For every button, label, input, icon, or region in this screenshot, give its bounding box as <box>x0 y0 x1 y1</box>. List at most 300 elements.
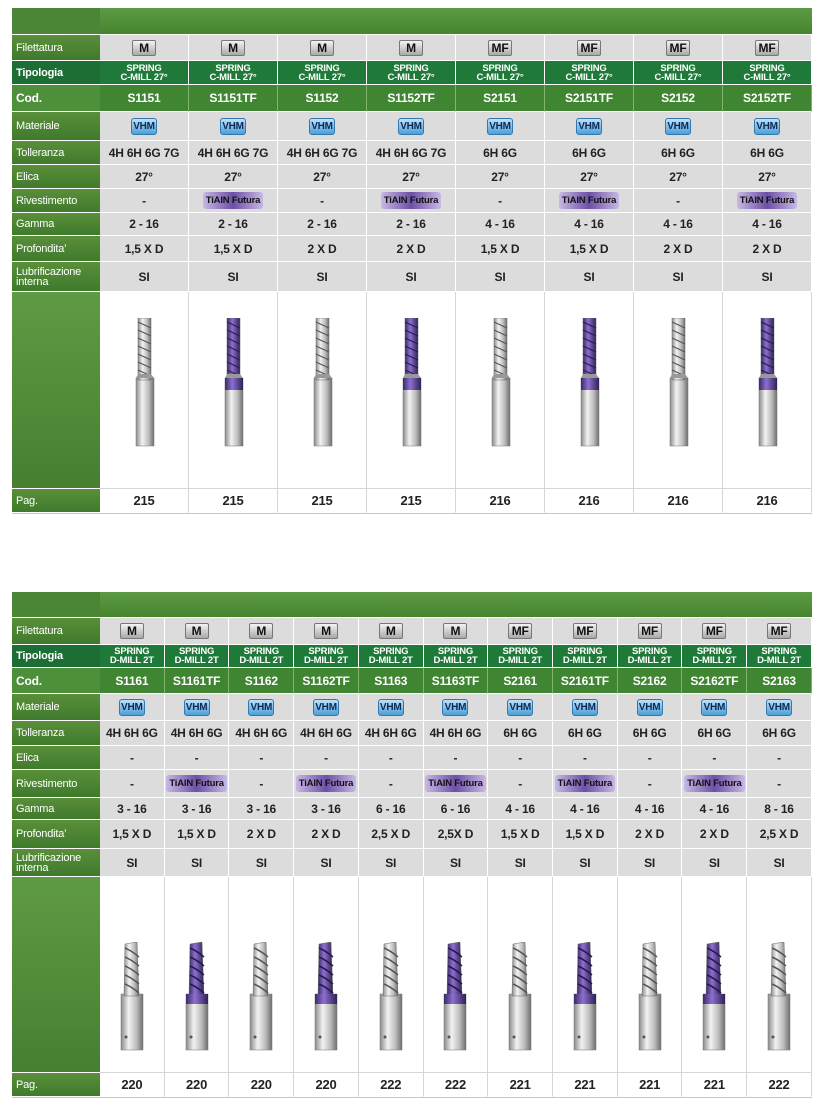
coolant-value: SI <box>682 849 747 877</box>
tool-image-cell <box>229 877 294 1073</box>
coating-none: - <box>142 193 146 208</box>
coating-badge: TiAlN Futura <box>684 775 744 792</box>
material-cell <box>229 694 294 721</box>
page-number: 215 <box>100 489 189 513</box>
row-label-tipologia: Tipologia <box>12 61 100 85</box>
tool-image <box>391 318 431 448</box>
tool-image <box>435 942 475 1052</box>
coolant-value: SI <box>634 262 723 292</box>
material-cell <box>100 694 165 721</box>
range-value: 6 - 16 <box>424 798 489 820</box>
spec-table-d-mill <box>12 592 812 1098</box>
tipologia-cell <box>229 645 294 668</box>
material-badge: VHM <box>507 699 533 716</box>
row-label-filettatura: Filettatura <box>12 618 100 645</box>
tipologia-line2: C-MILL 27° <box>120 71 168 83</box>
material-badge: VHM <box>701 699 727 716</box>
coolant-value: SI <box>553 849 618 877</box>
coated-tool-shape <box>581 318 599 446</box>
uncoated-tool-shape <box>250 942 272 1050</box>
tipologia-cell <box>456 61 545 85</box>
tipologia-line2: C-MILL 27° <box>209 71 257 83</box>
header-bar <box>100 592 812 618</box>
product-code: S2152TF <box>723 85 812 112</box>
thread-cell <box>367 35 456 61</box>
thread-type-badge: MF <box>638 623 662 639</box>
tool-image <box>500 942 540 1052</box>
coating-cell <box>100 770 165 798</box>
product-code: S2152 <box>634 85 723 112</box>
thread-type-badge: M <box>221 40 245 56</box>
row-label-profondita: Profondita’ <box>12 820 100 849</box>
helix-value: 27° <box>456 165 545 189</box>
range-value: 3 - 16 <box>294 798 359 820</box>
product-code: S1161TF <box>165 668 230 694</box>
depth-value: 2 X D <box>278 236 367 262</box>
thread-type-badge: MF <box>573 623 597 639</box>
coating-none: - <box>676 193 680 208</box>
coolant-value: SI <box>747 849 812 877</box>
helix-value: 27° <box>634 165 723 189</box>
tipologia-cell <box>723 61 812 85</box>
product-code: S1161 <box>100 668 165 694</box>
tool-image <box>124 318 164 448</box>
page-number: 216 <box>545 489 634 513</box>
tipologia-cell <box>747 645 812 668</box>
tipologia-cell <box>682 645 747 668</box>
coating-cell <box>456 189 545 213</box>
helix-value: 27° <box>545 165 634 189</box>
row-label-pag: Pag. <box>12 489 100 513</box>
depth-value: 1,5 X D <box>545 236 634 262</box>
tipologia-line1: SPRING <box>308 646 344 657</box>
tool-image-cell <box>100 877 165 1073</box>
coolant-value: SI <box>367 262 456 292</box>
coating-badge: TiAlN Futura <box>559 192 619 209</box>
material-badge: VHM <box>378 699 404 716</box>
product-code: S2161 <box>488 668 553 694</box>
tolerance-value: 6H 6G <box>553 721 618 746</box>
image-row-label <box>12 292 100 489</box>
product-code: S1163 <box>359 668 424 694</box>
tool-image <box>480 318 520 448</box>
tool-image-cell <box>424 877 489 1073</box>
thread-cell <box>229 618 294 645</box>
row-label-pag: Pag. <box>12 1073 100 1097</box>
tool-image-cell <box>359 877 424 1073</box>
tool-image <box>306 942 346 1052</box>
material-badge: VHM <box>754 118 780 135</box>
tipologia-line1: SPRING <box>393 62 429 74</box>
coating-badge: TiAlN Futura <box>166 775 226 792</box>
tipologia-line2: D-MILL 2T <box>239 655 284 666</box>
depth-value: 2 X D <box>294 820 359 849</box>
coating-cell <box>553 770 618 798</box>
row-label-materiale: Materiale <box>12 694 100 721</box>
thread-cell <box>189 35 278 61</box>
tipologia-cell <box>488 645 553 668</box>
coating-cell <box>100 189 189 213</box>
tipologia-line2: C-MILL 27° <box>565 71 613 83</box>
helix-value: - <box>682 746 747 770</box>
range-value: 8 - 16 <box>747 798 812 820</box>
coolant-value: SI <box>488 849 553 877</box>
tipologia-line2: C-MILL 27° <box>743 71 791 83</box>
thread-type-badge: M <box>399 40 423 56</box>
page-number: 222 <box>359 1073 424 1097</box>
tipologia-cell <box>634 61 723 85</box>
helix-value: 27° <box>278 165 367 189</box>
coating-cell <box>367 189 456 213</box>
thread-cell <box>723 35 812 61</box>
coated-tool-shape <box>574 942 596 1050</box>
coating-cell <box>424 770 489 798</box>
material-cell <box>456 112 545 141</box>
product-code: S2163 <box>747 668 812 694</box>
helix-value: 27° <box>100 165 189 189</box>
coating-badge: TiAlN Futura <box>296 775 356 792</box>
tool-image-cell <box>456 292 545 489</box>
product-code: S1162TF <box>294 668 359 694</box>
thread-cell <box>747 618 812 645</box>
coating-none: - <box>498 193 502 208</box>
depth-value: 2 X D <box>229 820 294 849</box>
thread-cell <box>488 618 553 645</box>
coating-cell <box>545 189 634 213</box>
tolerance-value: 6H 6G <box>456 141 545 165</box>
coating-none: - <box>320 193 324 208</box>
material-badge: VHM <box>398 118 424 135</box>
coating-none: - <box>518 776 523 791</box>
uncoated-tool-shape <box>639 942 661 1050</box>
tolerance-value: 6H 6G <box>634 141 723 165</box>
range-value: 4 - 16 <box>553 798 618 820</box>
tolerance-value: 6H 6G <box>747 721 812 746</box>
coolant-value: SI <box>189 262 278 292</box>
uncoated-tool-shape <box>121 942 143 1050</box>
material-badge: VHM <box>309 118 335 135</box>
coating-badge: TiAlN Futura <box>425 775 485 792</box>
material-badge: VHM <box>313 699 339 716</box>
tolerance-value: 6H 6G <box>488 721 553 746</box>
material-cell <box>618 694 683 721</box>
product-code: S1152 <box>278 85 367 112</box>
thread-cell <box>553 618 618 645</box>
coolant-value: SI <box>359 849 424 877</box>
product-code: S2162 <box>618 668 683 694</box>
material-cell <box>100 112 189 141</box>
material-badge: VHM <box>487 118 513 135</box>
coating-badge: TiAlN Futura <box>555 775 615 792</box>
header-bar <box>100 8 812 35</box>
page-number: 216 <box>456 489 545 513</box>
tolerance-value: 4H 6H 6G <box>229 721 294 746</box>
depth-value: 2 X D <box>682 820 747 849</box>
tipologia-line2: D-MILL 2T <box>627 655 672 666</box>
material-cell <box>424 694 489 721</box>
tool-image-cell <box>723 292 812 489</box>
material-badge: VHM <box>572 699 598 716</box>
tipologia-line1: SPRING <box>696 646 732 657</box>
coated-tool-shape <box>225 318 243 446</box>
thread-type-badge: M <box>249 623 273 639</box>
material-cell <box>165 694 230 721</box>
coating-none: - <box>388 776 393 791</box>
tipologia-cell <box>294 645 359 668</box>
range-value: 4 - 16 <box>488 798 553 820</box>
range-value: 3 - 16 <box>229 798 294 820</box>
material-cell <box>488 694 553 721</box>
tool-image <box>241 942 281 1052</box>
tipologia-cell <box>545 61 634 85</box>
tipologia-cell <box>100 645 165 668</box>
row-label-lubrificazione: Lubrificazione interna <box>12 849 100 877</box>
tool-image <box>759 942 799 1052</box>
coolant-value: SI <box>229 849 294 877</box>
range-value: 2 - 16 <box>278 213 367 236</box>
tipologia-line2: C-MILL 27° <box>387 71 435 83</box>
tool-image <box>177 942 217 1052</box>
page-number: 220 <box>294 1073 359 1097</box>
tipologia-line2: D-MILL 2T <box>109 655 154 666</box>
thread-cell <box>456 35 545 61</box>
page-number: 216 <box>634 489 723 513</box>
helix-value: - <box>553 746 618 770</box>
helix-value: - <box>294 746 359 770</box>
coolant-value: SI <box>165 849 230 877</box>
coolant-value: SI <box>100 262 189 292</box>
row-label-elica: Elica <box>12 165 100 189</box>
range-value: 4 - 16 <box>456 213 545 236</box>
thread-type-badge: MF <box>767 623 791 639</box>
product-code: S1163TF <box>424 668 489 694</box>
tool-image <box>694 942 734 1052</box>
page-number: 215 <box>367 489 456 513</box>
tipologia-cell <box>367 61 456 85</box>
depth-value: 1,5 X D <box>189 236 278 262</box>
product-code: S2161TF <box>553 668 618 694</box>
thread-cell <box>278 35 367 61</box>
depth-value: 1,5 X D <box>488 820 553 849</box>
material-badge: VHM <box>576 118 602 135</box>
tipologia-cell <box>189 61 278 85</box>
tipologia-line1: SPRING <box>243 646 279 657</box>
tipologia-cell <box>359 645 424 668</box>
tool-image-cell <box>278 292 367 489</box>
range-value: 2 - 16 <box>189 213 278 236</box>
page-number: 220 <box>100 1073 165 1097</box>
thread-cell <box>294 618 359 645</box>
uncoated-tool-shape <box>314 318 332 446</box>
depth-value: 1,5 X D <box>165 820 230 849</box>
uncoated-tool-shape <box>509 942 531 1050</box>
thread-type-badge: MF <box>702 623 726 639</box>
tool-image-cell <box>367 292 456 489</box>
tolerance-value: 4H 6H 6G 7G <box>367 141 456 165</box>
tipologia-line1: SPRING <box>126 62 162 74</box>
page-number: 220 <box>229 1073 294 1097</box>
coating-cell <box>618 770 683 798</box>
coating-none: - <box>129 776 134 791</box>
tool-image <box>747 318 787 448</box>
tolerance-value: 4H 6H 6G <box>100 721 165 746</box>
thread-cell <box>545 35 634 61</box>
coating-cell <box>359 770 424 798</box>
page-number: 222 <box>424 1073 489 1097</box>
material-badge: VHM <box>442 699 468 716</box>
material-cell <box>747 694 812 721</box>
uncoated-tool-shape <box>768 942 790 1050</box>
tipologia-cell <box>424 645 489 668</box>
tipologia-line2: C-MILL 27° <box>476 71 524 83</box>
coating-cell <box>747 770 812 798</box>
material-cell <box>634 112 723 141</box>
tipologia-line1: SPRING <box>178 646 215 657</box>
tolerance-value: 4H 6H 6G <box>359 721 424 746</box>
tool-image-cell <box>553 877 618 1073</box>
coating-cell <box>488 770 553 798</box>
material-cell <box>545 112 634 141</box>
row-label-elica: Elica <box>12 746 100 770</box>
material-cell <box>278 112 367 141</box>
material-cell <box>367 112 456 141</box>
coated-tool-shape <box>444 942 466 1050</box>
range-value: 4 - 16 <box>723 213 812 236</box>
tipologia-line1: SPRING <box>567 646 603 657</box>
uncoated-tool-shape <box>136 318 154 446</box>
tool-image <box>630 942 670 1052</box>
tipologia-line2: D-MILL 2T <box>368 655 413 666</box>
row-label-cod: Cod. <box>12 668 100 694</box>
tipologia-line2: C-MILL 27° <box>654 71 702 83</box>
product-code: S1162 <box>229 668 294 694</box>
material-cell <box>189 112 278 141</box>
tipologia-cell <box>278 61 367 85</box>
coolant-value: SI <box>100 849 165 877</box>
material-badge: VHM <box>665 118 691 135</box>
thread-type-badge: MF <box>488 40 512 56</box>
tolerance-value: 6H 6G <box>618 721 683 746</box>
helix-value: - <box>424 746 489 770</box>
range-value: 3 - 16 <box>165 798 230 820</box>
coolant-value: SI <box>294 849 359 877</box>
helix-value: 27° <box>367 165 456 189</box>
thread-type-badge: M <box>185 623 209 639</box>
tool-image-cell <box>100 292 189 489</box>
product-code: S1152TF <box>367 85 456 112</box>
tipologia-line2: D-MILL 2T <box>304 655 348 666</box>
thread-cell <box>618 618 683 645</box>
coolant-value: SI <box>424 849 489 877</box>
spec-table-c-mill <box>12 8 812 514</box>
coating-cell <box>189 189 278 213</box>
depth-value: 2,5X D <box>424 820 489 849</box>
coating-none: - <box>259 776 264 791</box>
coolant-value: SI <box>618 849 683 877</box>
tipologia-line2: D-MILL 2T <box>498 655 543 666</box>
helix-value: - <box>488 746 553 770</box>
row-label-tolleranza: Tolleranza <box>12 141 100 165</box>
coated-tool-shape <box>703 942 725 1050</box>
product-code: S2162TF <box>682 668 747 694</box>
tipologia-line1: SPRING <box>571 62 607 74</box>
coating-badge: TiAlN Futura <box>203 192 263 209</box>
tipologia-line1: SPRING <box>660 62 696 74</box>
tipologia-cell <box>100 61 189 85</box>
tool-image-cell <box>545 292 634 489</box>
tipologia-line2: D-MILL 2T <box>562 655 607 666</box>
material-cell <box>294 694 359 721</box>
tool-image <box>569 318 609 448</box>
material-badge: VHM <box>131 118 157 135</box>
page-number: 221 <box>553 1073 618 1097</box>
helix-value: - <box>165 746 230 770</box>
thread-type-badge: M <box>310 40 334 56</box>
coolant-value: SI <box>723 262 812 292</box>
header-corner <box>12 8 100 35</box>
header-corner <box>12 592 100 618</box>
material-badge: VHM <box>637 699 663 716</box>
tipologia-cell <box>618 645 683 668</box>
thread-type-badge: MF <box>508 623 532 639</box>
tolerance-value: 6H 6G <box>682 721 747 746</box>
thread-cell <box>424 618 489 645</box>
row-label-gamma: Gamma <box>12 213 100 236</box>
uncoated-tool-shape <box>380 942 402 1050</box>
tipologia-line1: SPRING <box>761 646 797 657</box>
coating-cell <box>682 770 747 798</box>
tool-image-cell <box>618 877 683 1073</box>
page-number: 221 <box>618 1073 683 1097</box>
tool-image-cell <box>294 877 359 1073</box>
tipologia-line2: C-MILL 27° <box>298 71 346 83</box>
tolerance-value: 4H 6H 6G <box>294 721 359 746</box>
material-cell <box>553 694 618 721</box>
range-value: 4 - 16 <box>545 213 634 236</box>
page-number: 215 <box>278 489 367 513</box>
coating-none: - <box>777 776 781 791</box>
thread-type-badge: M <box>120 623 144 639</box>
depth-value: 1,5 X D <box>553 820 618 849</box>
depth-value: 2 X D <box>367 236 456 262</box>
thread-type-badge: MF <box>755 40 779 56</box>
tool-image-cell <box>189 292 278 489</box>
coated-tool-shape <box>403 318 421 446</box>
page-number: 215 <box>189 489 278 513</box>
coating-cell <box>723 189 812 213</box>
product-code: S2151 <box>456 85 545 112</box>
thread-type-badge: MF <box>666 40 690 56</box>
material-badge: VHM <box>184 699 210 716</box>
tipologia-line2: D-MILL 2T <box>692 655 737 666</box>
material-badge: VHM <box>248 699 274 716</box>
page-number: 221 <box>488 1073 553 1097</box>
page-number: 220 <box>165 1073 230 1097</box>
tipologia-line1: SPRING <box>437 646 474 657</box>
tolerance-value: 4H 6H 6G <box>165 721 230 746</box>
thread-type-badge: M <box>314 623 338 639</box>
row-label-lubrificazione: Lubrificazione interna <box>12 262 100 292</box>
coated-tool-shape <box>759 318 777 446</box>
range-value: 4 - 16 <box>634 213 723 236</box>
tolerance-value: 4H 6H 6G 7G <box>100 141 189 165</box>
row-label-profondita: Profondita’ <box>12 236 100 262</box>
tool-image <box>213 318 253 448</box>
material-badge: VHM <box>220 118 246 135</box>
coating-cell <box>634 189 723 213</box>
coated-tool-shape <box>186 942 208 1050</box>
row-label-rivestimento: Rivestimento <box>12 189 100 213</box>
